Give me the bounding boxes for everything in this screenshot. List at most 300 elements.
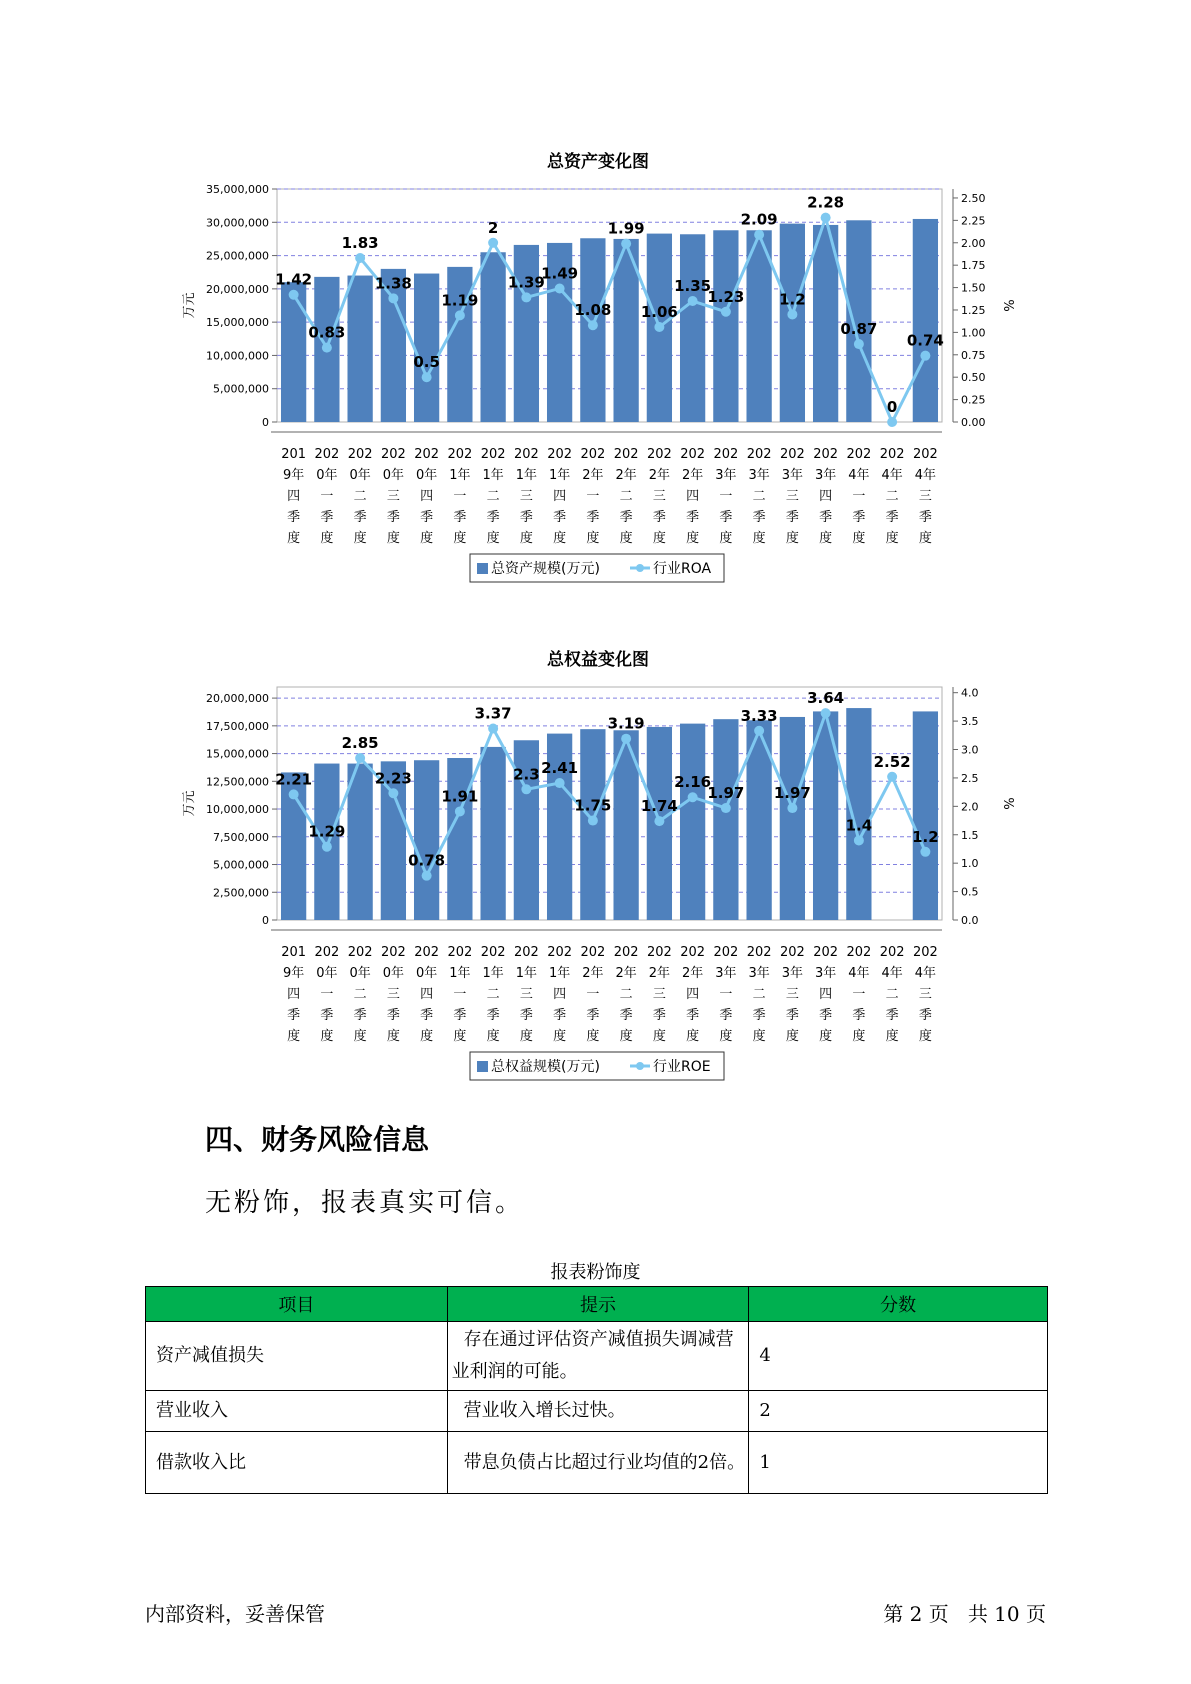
data-label: 1.74 xyxy=(640,797,678,816)
table-row xyxy=(146,1322,1048,1391)
x-tick-label: 度 xyxy=(918,531,932,546)
x-tick-label: 4年 xyxy=(914,468,937,483)
data-label: 3.64 xyxy=(807,689,845,708)
x-tick-label: 202 xyxy=(480,447,506,462)
y-tick-label: 20,000,000 xyxy=(206,692,269,706)
x-tick-label: 202 xyxy=(613,447,639,462)
line-point xyxy=(388,788,398,798)
y2-tick-label: 0.50 xyxy=(961,371,986,385)
y-tick-label: 17,500,000 xyxy=(206,719,269,733)
x-tick-label: 度 xyxy=(519,1029,533,1044)
row-item: 资产减值损失 xyxy=(146,1322,448,1391)
x-tick-label: 二 xyxy=(619,987,633,1002)
x-tick-label: 202 xyxy=(713,945,739,960)
x-tick-label: 度 xyxy=(453,531,467,546)
table-row xyxy=(146,1432,1048,1494)
x-tick-label: 202 xyxy=(779,945,805,960)
bar xyxy=(414,274,439,422)
bar xyxy=(480,747,505,920)
x-tick-label: 度 xyxy=(486,1029,500,1044)
data-label: 2.52 xyxy=(873,752,911,771)
data-label: 2.28 xyxy=(807,193,845,212)
total-equity-chart-svg xyxy=(0,638,1191,1098)
x-tick-label: 季 xyxy=(719,510,733,525)
legend-line-marker xyxy=(636,1062,644,1070)
x-tick-label: 202 xyxy=(513,945,539,960)
x-tick-label: 季 xyxy=(752,1008,766,1023)
x-tick-label: 季 xyxy=(918,1008,932,1023)
line-point xyxy=(787,309,797,319)
x-tick-label: 4年 xyxy=(881,966,903,981)
y-tick-label: 35,000,000 xyxy=(206,183,269,196)
table-row xyxy=(146,1391,1048,1432)
x-tick-label: 202 xyxy=(580,447,606,462)
row-score: 2 xyxy=(749,1391,1048,1432)
x-tick-label: 0年 xyxy=(316,966,338,981)
y2-tick-label: 2.0 xyxy=(961,800,979,814)
row-hint: 带息负债占比超过行业均值的2倍。 xyxy=(447,1432,749,1494)
x-tick-label: 一 xyxy=(852,987,866,1002)
x-tick-label: 一 xyxy=(320,489,334,504)
legend-bar-swatch xyxy=(477,563,488,574)
data-label: 2.21 xyxy=(275,770,313,789)
x-tick-label: 二 xyxy=(752,987,766,1002)
x-tick-label: 202 xyxy=(447,945,473,960)
x-tick-label: 三 xyxy=(785,987,799,1002)
x-tick-label: 1年 xyxy=(449,468,471,483)
x-tick-label: 四 xyxy=(420,489,434,504)
x-tick-label: 季 xyxy=(918,510,932,525)
y-tick-label: 5,000,000 xyxy=(213,382,269,396)
x-tick-label: 1年 xyxy=(482,966,504,981)
x-tick-label: 度 xyxy=(386,531,400,546)
bar xyxy=(680,724,705,920)
x-tick-label: 度 xyxy=(619,1029,633,1044)
y2-tick-label: 1.75 xyxy=(961,259,986,273)
line-point xyxy=(787,803,797,813)
line-point xyxy=(721,307,731,317)
x-tick-label: 季 xyxy=(519,1008,533,1023)
line-point xyxy=(688,792,698,802)
line-point xyxy=(721,803,731,813)
data-label: 2.16 xyxy=(674,773,712,792)
x-tick-label: 季 xyxy=(885,1008,899,1023)
legend-bar-label: 总权益规模(万元) xyxy=(491,1059,600,1075)
x-tick-label: 三 xyxy=(386,987,400,1002)
y-tick-label: 12,500,000 xyxy=(206,775,269,789)
legend-line-marker xyxy=(636,564,644,572)
x-tick-label: 季 xyxy=(619,1008,633,1023)
x-tick-label: 二 xyxy=(353,987,367,1002)
x-tick-label: 季 xyxy=(686,510,700,525)
x-tick-label: 季 xyxy=(619,510,633,525)
x-tick-label: 三 xyxy=(386,489,400,504)
data-label: 1.91 xyxy=(441,787,479,806)
x-tick-label: 季 xyxy=(885,510,899,525)
data-label: 2.41 xyxy=(541,759,579,778)
x-tick-label: 三 xyxy=(652,987,666,1002)
x-tick-label: 2年 xyxy=(582,966,604,981)
bar xyxy=(447,758,472,920)
x-tick-label: 一 xyxy=(719,489,733,504)
line-point xyxy=(322,343,332,353)
y-tick-label: 20,000,000 xyxy=(206,282,269,296)
line-point xyxy=(588,320,598,330)
bar xyxy=(913,219,938,422)
x-tick-label: 1年 xyxy=(449,966,471,981)
line-point xyxy=(289,789,299,799)
x-tick-label: 季 xyxy=(287,510,301,525)
x-tick-label: 季 xyxy=(652,1008,666,1023)
x-tick-label: 202 xyxy=(414,945,440,960)
bar xyxy=(281,282,306,422)
x-tick-label: 9年 xyxy=(282,468,305,483)
x-tick-label: 二 xyxy=(486,489,500,504)
data-label: 2.85 xyxy=(341,734,379,753)
line-point xyxy=(588,816,598,826)
x-tick-label: 度 xyxy=(719,1029,733,1044)
bar xyxy=(480,252,505,422)
x-tick-label: 四 xyxy=(287,489,301,504)
line-point xyxy=(521,784,531,794)
total-assets-chart-svg xyxy=(0,140,1191,600)
data-label: 1.35 xyxy=(674,277,712,296)
y2-tick-label: 3.5 xyxy=(961,715,979,729)
x-tick-label: 三 xyxy=(785,489,799,504)
data-label: 1.06 xyxy=(640,303,678,322)
data-label: 2.23 xyxy=(374,769,412,788)
x-tick-label: 四 xyxy=(553,489,567,504)
x-tick-label: 四 xyxy=(686,489,700,504)
line-point xyxy=(688,296,698,306)
legend-bar-swatch xyxy=(477,1061,488,1072)
data-label: 1.08 xyxy=(574,301,612,320)
x-tick-label: 季 xyxy=(852,510,866,525)
line-point xyxy=(821,708,831,718)
x-tick-label: 四 xyxy=(819,987,833,1002)
x-tick-label: 二 xyxy=(885,489,899,504)
x-tick-label: 202 xyxy=(779,447,805,462)
line-point xyxy=(887,772,897,782)
x-tick-label: 202 xyxy=(646,447,672,462)
x-tick-label: 一 xyxy=(453,489,467,504)
line-point xyxy=(654,816,664,826)
line-point xyxy=(488,723,498,733)
x-tick-label: 度 xyxy=(619,531,633,546)
data-label: 1.19 xyxy=(441,291,479,310)
x-tick-label: 四 xyxy=(287,987,301,1002)
data-label: 1.39 xyxy=(507,273,545,292)
x-tick-label: 3年 xyxy=(781,966,804,981)
line-point xyxy=(854,835,864,845)
x-tick-label: 季 xyxy=(652,510,666,525)
x-tick-label: 二 xyxy=(619,489,633,504)
x-tick-label: 度 xyxy=(885,531,899,546)
x-tick-label: 202 xyxy=(380,945,406,960)
data-label: 1.4 xyxy=(845,816,873,835)
x-tick-label: 季 xyxy=(453,510,467,525)
y2-tick-label: 1.0 xyxy=(961,857,979,871)
x-tick-label: 季 xyxy=(353,1008,367,1023)
bar xyxy=(780,224,805,422)
line-point xyxy=(920,351,930,361)
y-tick-label: 0 xyxy=(262,416,269,429)
x-tick-label: 3年 xyxy=(814,468,837,483)
x-tick-label: 季 xyxy=(453,1008,467,1023)
x-tick-label: 0年 xyxy=(382,468,405,483)
x-tick-label: 3年 xyxy=(715,468,737,483)
x-tick-label: 度 xyxy=(652,1029,666,1044)
x-tick-label: 202 xyxy=(547,447,573,462)
x-tick-label: 一 xyxy=(852,489,866,504)
x-tick-label: 二 xyxy=(752,489,766,504)
x-tick-label: 4年 xyxy=(848,966,870,981)
y2-tick-label: 1.5 xyxy=(961,828,979,842)
chart-title: 总资产变化图 xyxy=(547,152,649,172)
x-tick-label: 202 xyxy=(680,447,706,462)
x-tick-label: 0年 xyxy=(349,966,371,981)
y2-tick-label: 3.0 xyxy=(961,743,979,757)
x-tick-label: 202 xyxy=(314,447,340,462)
x-tick-label: 季 xyxy=(386,510,400,525)
x-tick-label: 季 xyxy=(386,1008,400,1023)
x-tick-label: 季 xyxy=(320,510,334,525)
y2-tick-label: 0.0 xyxy=(961,914,979,927)
x-tick-label: 202 xyxy=(846,447,872,462)
line-point xyxy=(422,871,432,881)
line-point xyxy=(289,290,299,300)
legend-line-label: 行业ROE xyxy=(653,1059,711,1075)
x-tick-label: 度 xyxy=(519,531,533,546)
x-tick-label: 二 xyxy=(486,987,500,1002)
data-label: 1.49 xyxy=(541,264,579,283)
bar xyxy=(447,267,472,422)
x-tick-label: 1年 xyxy=(548,966,571,981)
x-tick-label: 季 xyxy=(553,1008,567,1023)
x-tick-label: 1年 xyxy=(548,468,571,483)
y-axis-label: 万元 xyxy=(182,292,197,319)
x-tick-label: 度 xyxy=(420,1029,434,1044)
x-tick-label: 202 xyxy=(746,945,772,960)
x-tick-label: 度 xyxy=(486,531,500,546)
x-tick-label: 四 xyxy=(420,987,434,1002)
x-tick-label: 四 xyxy=(819,489,833,504)
section-title: 四、财务风险信息 xyxy=(205,1123,430,1156)
data-label: 1.38 xyxy=(374,274,412,293)
x-tick-label: 202 xyxy=(347,945,373,960)
x-tick-label: 一 xyxy=(719,987,733,1002)
y2-axis-label: % xyxy=(1000,797,1015,810)
x-tick-label: 度 xyxy=(320,531,334,546)
x-tick-label: 一 xyxy=(586,489,600,504)
x-tick-label: 202 xyxy=(347,447,373,462)
data-label: 2.09 xyxy=(740,210,778,229)
x-tick-label: 二 xyxy=(353,489,367,504)
x-tick-label: 季 xyxy=(852,1008,866,1023)
line-point xyxy=(455,806,465,816)
x-tick-label: 202 xyxy=(846,945,872,960)
y2-tick-label: 1.00 xyxy=(961,326,986,340)
x-tick-label: 度 xyxy=(586,531,600,546)
bar xyxy=(713,719,738,920)
y2-tick-label: 0.25 xyxy=(961,393,986,407)
x-tick-label: 4年 xyxy=(848,468,870,483)
data-label: 0.5 xyxy=(413,353,440,372)
y-tick-label: 10,000,000 xyxy=(206,803,269,817)
y-tick-label: 15,000,000 xyxy=(206,747,269,761)
x-tick-label: 度 xyxy=(918,1029,932,1044)
x-tick-label: 季 xyxy=(320,1008,334,1023)
x-tick-label: 季 xyxy=(553,510,567,525)
line-point xyxy=(621,734,631,744)
y2-tick-label: 0.5 xyxy=(961,885,979,899)
footer-page-number: 第 2 页 共 10 页 xyxy=(883,1602,1046,1626)
y2-tick-label: 4.0 xyxy=(961,686,979,700)
x-tick-label: 202 xyxy=(879,447,905,462)
x-tick-label: 202 xyxy=(713,447,739,462)
x-tick-label: 度 xyxy=(852,531,866,546)
x-tick-label: 季 xyxy=(353,510,367,525)
x-tick-label: 季 xyxy=(586,510,600,525)
x-tick-label: 202 xyxy=(580,945,606,960)
y2-axis-label: % xyxy=(1000,299,1015,312)
x-tick-label: 202 xyxy=(680,945,706,960)
x-tick-label: 3年 xyxy=(781,468,804,483)
x-tick-label: 三 xyxy=(918,987,932,1002)
x-tick-label: 度 xyxy=(719,531,733,546)
x-tick-label: 三 xyxy=(519,987,533,1002)
x-tick-label: 季 xyxy=(819,1008,833,1023)
x-tick-label: 季 xyxy=(586,1008,600,1023)
x-tick-label: 季 xyxy=(486,510,500,525)
data-label: 1.75 xyxy=(574,796,612,815)
line-point xyxy=(488,238,498,248)
bar xyxy=(913,711,938,920)
x-tick-label: 202 xyxy=(813,447,839,462)
x-tick-label: 度 xyxy=(819,1029,833,1044)
line-point xyxy=(455,310,465,320)
x-tick-label: 202 xyxy=(480,945,506,960)
row-item: 借款收入比 xyxy=(146,1432,448,1494)
line-point xyxy=(821,213,831,223)
data-label: 1.2 xyxy=(779,290,806,309)
x-tick-label: 度 xyxy=(553,1029,567,1044)
legend-line-label: 行业ROA xyxy=(653,561,712,577)
data-label: 1.97 xyxy=(773,784,811,803)
data-label: 3.37 xyxy=(474,704,512,723)
x-tick-label: 0年 xyxy=(316,468,338,483)
x-tick-label: 度 xyxy=(287,1029,301,1044)
y-tick-label: 5,000,000 xyxy=(213,858,269,872)
x-tick-label: 2年 xyxy=(681,468,704,483)
line-point xyxy=(355,253,365,263)
data-label: 0.83 xyxy=(308,323,346,342)
x-tick-label: 一 xyxy=(586,987,600,1002)
line-point xyxy=(521,292,531,302)
bar xyxy=(514,245,539,422)
x-tick-label: 1年 xyxy=(482,468,504,483)
x-tick-label: 1年 xyxy=(515,468,538,483)
legend-bar-label: 总资产规模(万元) xyxy=(491,561,600,577)
x-tick-label: 0年 xyxy=(382,966,405,981)
x-tick-label: 度 xyxy=(752,1029,766,1044)
x-tick-label: 202 xyxy=(879,945,905,960)
line-point xyxy=(754,726,764,736)
y-tick-label: 2,500,000 xyxy=(213,886,269,900)
line-point xyxy=(754,230,764,240)
x-tick-label: 三 xyxy=(918,489,932,504)
x-tick-label: 202 xyxy=(414,447,440,462)
x-tick-label: 二 xyxy=(885,987,899,1002)
x-tick-label: 9年 xyxy=(282,966,305,981)
x-tick-label: 0年 xyxy=(415,966,438,981)
x-tick-label: 4年 xyxy=(881,468,903,483)
line-point xyxy=(920,847,930,857)
y2-tick-label: 2.00 xyxy=(961,236,986,250)
x-tick-label: 3年 xyxy=(814,966,837,981)
x-tick-label: 202 xyxy=(613,945,639,960)
data-label: 1.42 xyxy=(275,270,313,289)
row-item: 营业收入 xyxy=(146,1391,448,1432)
x-tick-label: 度 xyxy=(686,531,700,546)
row-hint: 营业收入增长过快。 xyxy=(447,1391,749,1432)
y-axis-label: 万元 xyxy=(182,790,197,817)
y-tick-label: 15,000,000 xyxy=(206,316,269,330)
footer-left: 内部资料，妥善保管 xyxy=(145,1602,325,1626)
x-tick-label: 度 xyxy=(752,531,766,546)
section-text: 无粉饰，报表真实可信。 xyxy=(205,1188,525,1218)
data-label: 2.3 xyxy=(513,765,540,784)
x-tick-label: 季 xyxy=(519,510,533,525)
bar xyxy=(780,717,805,920)
table-header-row xyxy=(146,1287,1048,1322)
data-label: 2 xyxy=(487,218,499,237)
x-tick-label: 季 xyxy=(420,1008,434,1023)
row-score: 1 xyxy=(749,1432,1048,1494)
header-item: 项目 xyxy=(146,1287,448,1322)
x-tick-label: 3年 xyxy=(715,966,737,981)
risk-table xyxy=(145,1286,1048,1494)
y2-tick-label: 2.5 xyxy=(961,771,979,785)
x-tick-label: 三 xyxy=(652,489,666,504)
line-point xyxy=(355,753,365,763)
total-assets-chart xyxy=(0,140,1191,600)
data-label: 0.87 xyxy=(840,320,878,339)
x-tick-label: 季 xyxy=(719,1008,733,1023)
x-tick-label: 度 xyxy=(287,531,301,546)
line-point xyxy=(555,778,565,788)
y2-tick-label: 0.75 xyxy=(961,348,986,362)
y-tick-label: 25,000,000 xyxy=(206,249,269,263)
line-point xyxy=(887,417,897,427)
x-tick-label: 度 xyxy=(819,531,833,546)
bar xyxy=(713,230,738,422)
row-score: 4 xyxy=(749,1322,1048,1391)
data-label: 0 xyxy=(886,398,898,416)
x-tick-label: 季 xyxy=(785,510,799,525)
data-label: 0.78 xyxy=(408,851,446,870)
x-tick-label: 度 xyxy=(686,1029,700,1044)
bar xyxy=(347,764,372,920)
x-tick-label: 度 xyxy=(652,531,666,546)
y2-tick-label: 2.25 xyxy=(961,214,986,228)
total-equity-chart xyxy=(0,638,1191,1098)
x-tick-label: 202 xyxy=(746,447,772,462)
x-tick-label: 三 xyxy=(519,489,533,504)
x-tick-label: 202 xyxy=(646,945,672,960)
x-tick-label: 3年 xyxy=(748,468,770,483)
x-tick-label: 201 xyxy=(281,945,307,960)
